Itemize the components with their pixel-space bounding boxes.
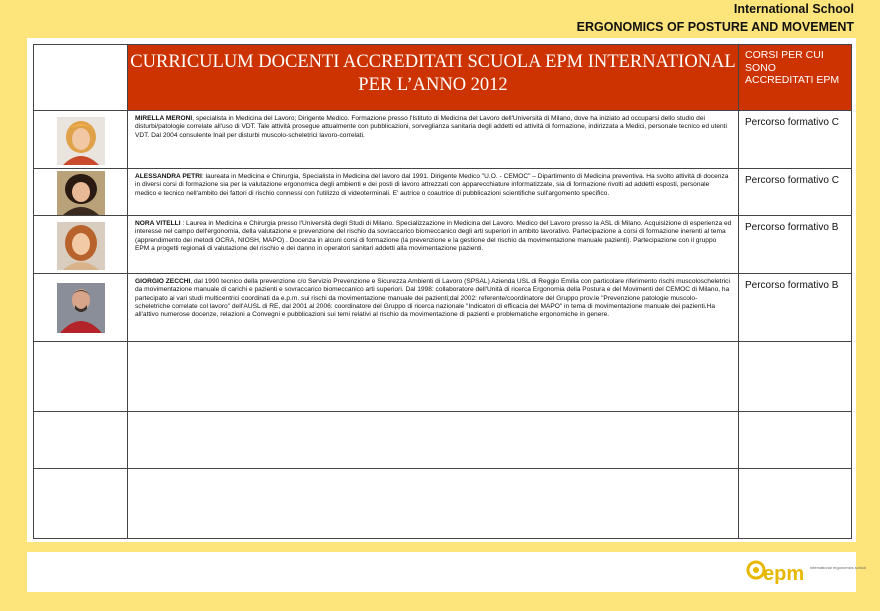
title-line-1: CURRICULUM DOCENTI ACCREDITATI SCUOLA EPM INTERNATIONAL <box>130 52 736 72</box>
table-header-row <box>34 45 852 111</box>
photo-cell <box>34 274 128 342</box>
teacher-course: Percorso formativo B <box>739 216 852 274</box>
teacher-name: GIORGIO ZECCHI <box>135 278 191 285</box>
empty-table-row <box>34 412 852 469</box>
portrait-dark-haired-woman-icon <box>57 171 105 215</box>
empty-cell <box>739 412 852 469</box>
empty-cell <box>34 469 128 539</box>
school-subtitle: ERGONOMICS OF POSTURE AND MOVEMENT <box>576 20 854 34</box>
empty-table-row <box>34 342 852 412</box>
corsi-header: CORSI PER CUI SONO ACCREDITATI EPM <box>739 45 852 111</box>
teacher-course: Percorso formativo C <box>739 169 852 216</box>
portrait-curly-haired-woman-icon <box>57 222 105 270</box>
table-title <box>128 45 739 111</box>
document-sheet <box>27 38 856 542</box>
empty-cell <box>34 412 128 469</box>
empty-table-row <box>34 469 852 539</box>
teacher-name: ALESSANDRA PETRI <box>135 173 202 180</box>
empty-cell <box>128 342 739 412</box>
footer-strip <box>27 552 867 592</box>
portrait-blonde-woman-icon <box>57 117 105 165</box>
empty-cell <box>739 469 852 539</box>
teacher-name: MIRELLA MERONI <box>135 115 193 122</box>
epm-logo-icon <box>746 556 867 588</box>
curriculum-table <box>33 44 852 539</box>
teacher-bio-text: , dal 1990 tecnico della prevenzione c/o Servizio Prevenzione e Sicurezza Ambienti di Lavoro (SPSAL) Azienda USL di Reggio Emilia con particolare riferimento rischi muscoloscheletrici da movimentazione manuale di carichi e pazienti e sovraccarico biomeccanico arti superiori. Dal 1998: collaboratore dell'Unità di ricerca Ergonomia della Postura e del Movimenti del CEMOC di Milano, ha partecipato ai vari studi multicentrici coordinati da e.p.m. sui rischi da movimentazione manuale dei pazienti;dal 2002: referente/coordinatore del Gruppo prov.le "Prevenzione patologie muscolo-scheletriche correlate col lavoro" dell'AUSL di RE, dal 2001 al 2006: coordinatore del Gruppo di ricerca nazionale "Indicatori di efficacia del MAPO" in tema di movimentazione manuale dei pazienti.Ha all'attivo numerose docenze, relazioni a Convegni e pubblicazioni sui temi relativi al rischio da movimentazione di pazienti e problematiche ergonomiche in genere. <box>135 278 730 319</box>
table-row <box>34 216 852 274</box>
teacher-bio-text: , specialista in Medicina del Lavoro; Dirigente Medico. Formazione presso l'Istituto di Medicina del Lavoro dell'Università di Milano, dove ha iniziato ad occuparsi dello studio dei disturbi/patologie correlate all'uso di VDT. Tale attività prosegue attualmente con pubblicazioni, sorveglianza sanitaria degli addetti ed attività di formazione, indirizzata a Medici, personale tecnico ed utenti VDT. Dal 2004 consulente Inail per disturbi muscolo-scheletrici lavoro-correlati. <box>135 115 727 139</box>
photo-cell <box>34 216 128 274</box>
teacher-name: NORA VITELLI <box>135 220 181 227</box>
teacher-bio <box>128 274 739 342</box>
empty-cell <box>34 342 128 412</box>
teacher-bio-text: : Laurea in Medicina e Chirurgia presso l'Università degli Studi di Milano. Specializzazione in Medicina del Lavoro. Medico del Lavoro presso la ASL di Milano. Acquisizione di esperienza ed interesse nel campo dell'ergonomia, della valutazione e prevenzione del rischio da sovraccarico biomeccanico degli arti superiori in ambito lavorativo. Partecipazione a corsi di formazione inerenti al tema (apprendimento dei metodi OCRA, NIOSH, MAPO) . Docenza in alcuni corsi di formazione (la prevenzione e la gestione del rischio da movimentazione manuale pazienti). Partecipazione con il gruppo EPM a progetti regionali di valutazione del rischio e dei danno in operatori sanitari addetti alla movimentazione pazienti. <box>135 220 732 252</box>
empty-cell <box>128 412 739 469</box>
logo-text: epm <box>763 563 805 585</box>
header-blank-cell <box>34 45 128 111</box>
teacher-course: Percorso formativo C <box>739 111 852 169</box>
portrait-man-red-shirt-icon <box>57 283 105 333</box>
teacher-bio <box>128 111 739 169</box>
logo-small-text: international ergonomics school <box>810 565 867 570</box>
photo-cell <box>34 169 128 216</box>
title-line-2: PER L’ANNO 2012 <box>358 75 508 95</box>
teacher-course: Percorso formativo B <box>739 274 852 342</box>
table-row <box>34 274 852 342</box>
table-row <box>34 169 852 216</box>
teacher-bio-text: : laureata in Medicina e Chirurgia, Specialista in Medicina del lavoro dal 1991. Dirigente Medico "U.O. - CEMOC" – Dipartimento di Medicina preventiva. Ha svolto attività di docenza in diversi corsi di formazione sia per la valutazione ergonomica degli ambienti e dei posti di lavoro attrezzati con apparecchiature informatizzate, sia di formazione rivolti ad addetti esposti, personale medico e tecnico nell'ambito dei fattori di rischio connessi con l'utilizzo di videoterminali. E' autrice o coautrice di pubblicazioni scientifiche sull'argomento specifico. <box>135 173 729 197</box>
table-row <box>34 111 852 169</box>
photo-cell <box>34 111 128 169</box>
empty-cell <box>739 342 852 412</box>
school-name: International School <box>733 2 854 16</box>
teacher-bio <box>128 216 739 274</box>
teacher-bio <box>128 169 739 216</box>
empty-cell <box>128 469 739 539</box>
